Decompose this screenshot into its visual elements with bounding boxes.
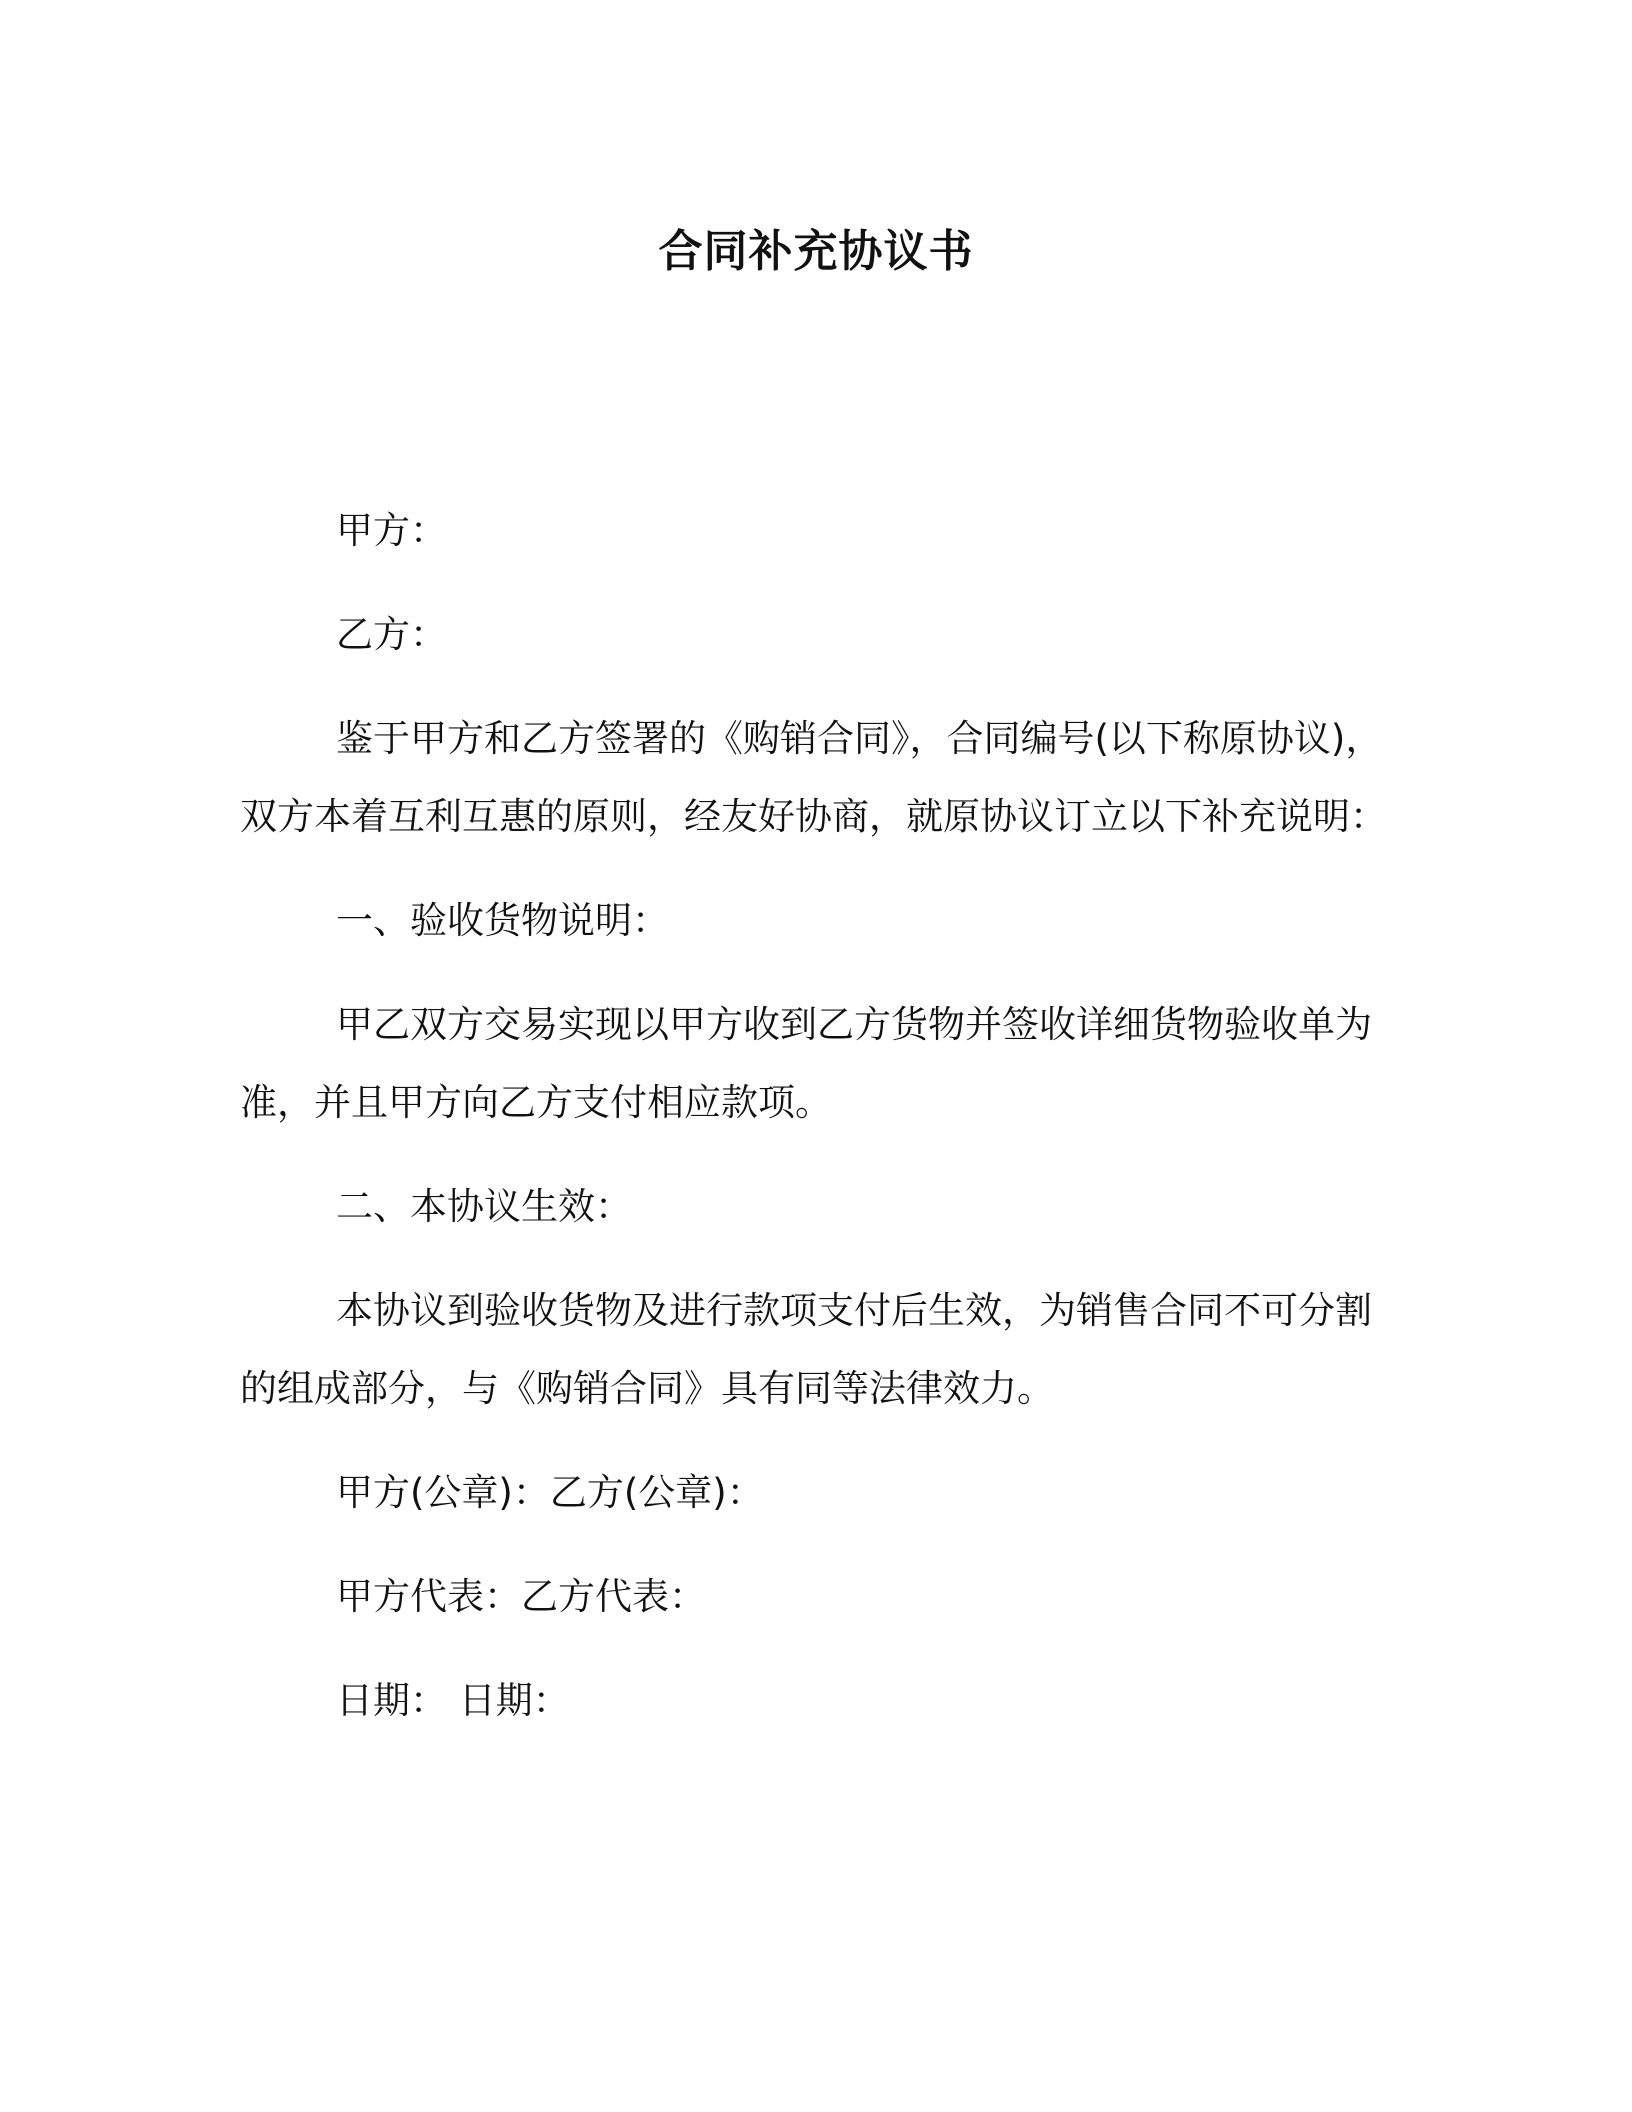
party-a-label — [240, 492, 1380, 570]
intro-line-1: 鉴于甲方和乙方签署的《购销合同》，合同编号(以下称原协议)， — [336, 717, 1383, 760]
intro-paragraph — [240, 700, 1387, 856]
section-2-line-1: 本协议到验收货物及进行款项支付后生效，为销售合同不可分割 — [336, 1289, 1372, 1332]
party-a-text: 甲方： — [336, 509, 447, 552]
document-title: 合同补充协议书 — [658, 226, 974, 277]
party-b-label — [240, 596, 1380, 674]
date-line-text: 日期： 日期： — [336, 1679, 570, 1722]
section-1-body — [240, 986, 1380, 1142]
date-line — [240, 1662, 1380, 1740]
section-2-heading-text: 二、本协议生效： — [336, 1185, 632, 1228]
intro-line-2: 双方本着互利互惠的原则，经友好协商，就原协议订立以下补充说明： — [240, 795, 1387, 838]
seal-line — [240, 1454, 1380, 1532]
section-1-line-1: 甲乙双方交易实现以甲方收到乙方货物并签收详细货物验收单为 — [336, 1003, 1372, 1046]
party-b-text: 乙方： — [336, 613, 447, 656]
section-1-heading-text: 一、验收货物说明： — [336, 899, 669, 942]
representative-line — [240, 1558, 1380, 1636]
section-2-line-2: 的组成部分，与《购销合同》具有同等法律效力。 — [240, 1367, 1054, 1410]
section-2-heading — [240, 1168, 1380, 1246]
section-1-line-2: 准，并且甲方向乙方支付相应款项。 — [240, 1081, 832, 1124]
section-1-heading — [240, 882, 1380, 960]
section-2-body — [240, 1272, 1380, 1428]
representative-line-text: 甲方代表：乙方代表： — [336, 1575, 706, 1618]
seal-line-text: 甲方(公章)：乙方(公章)： — [336, 1471, 764, 1514]
